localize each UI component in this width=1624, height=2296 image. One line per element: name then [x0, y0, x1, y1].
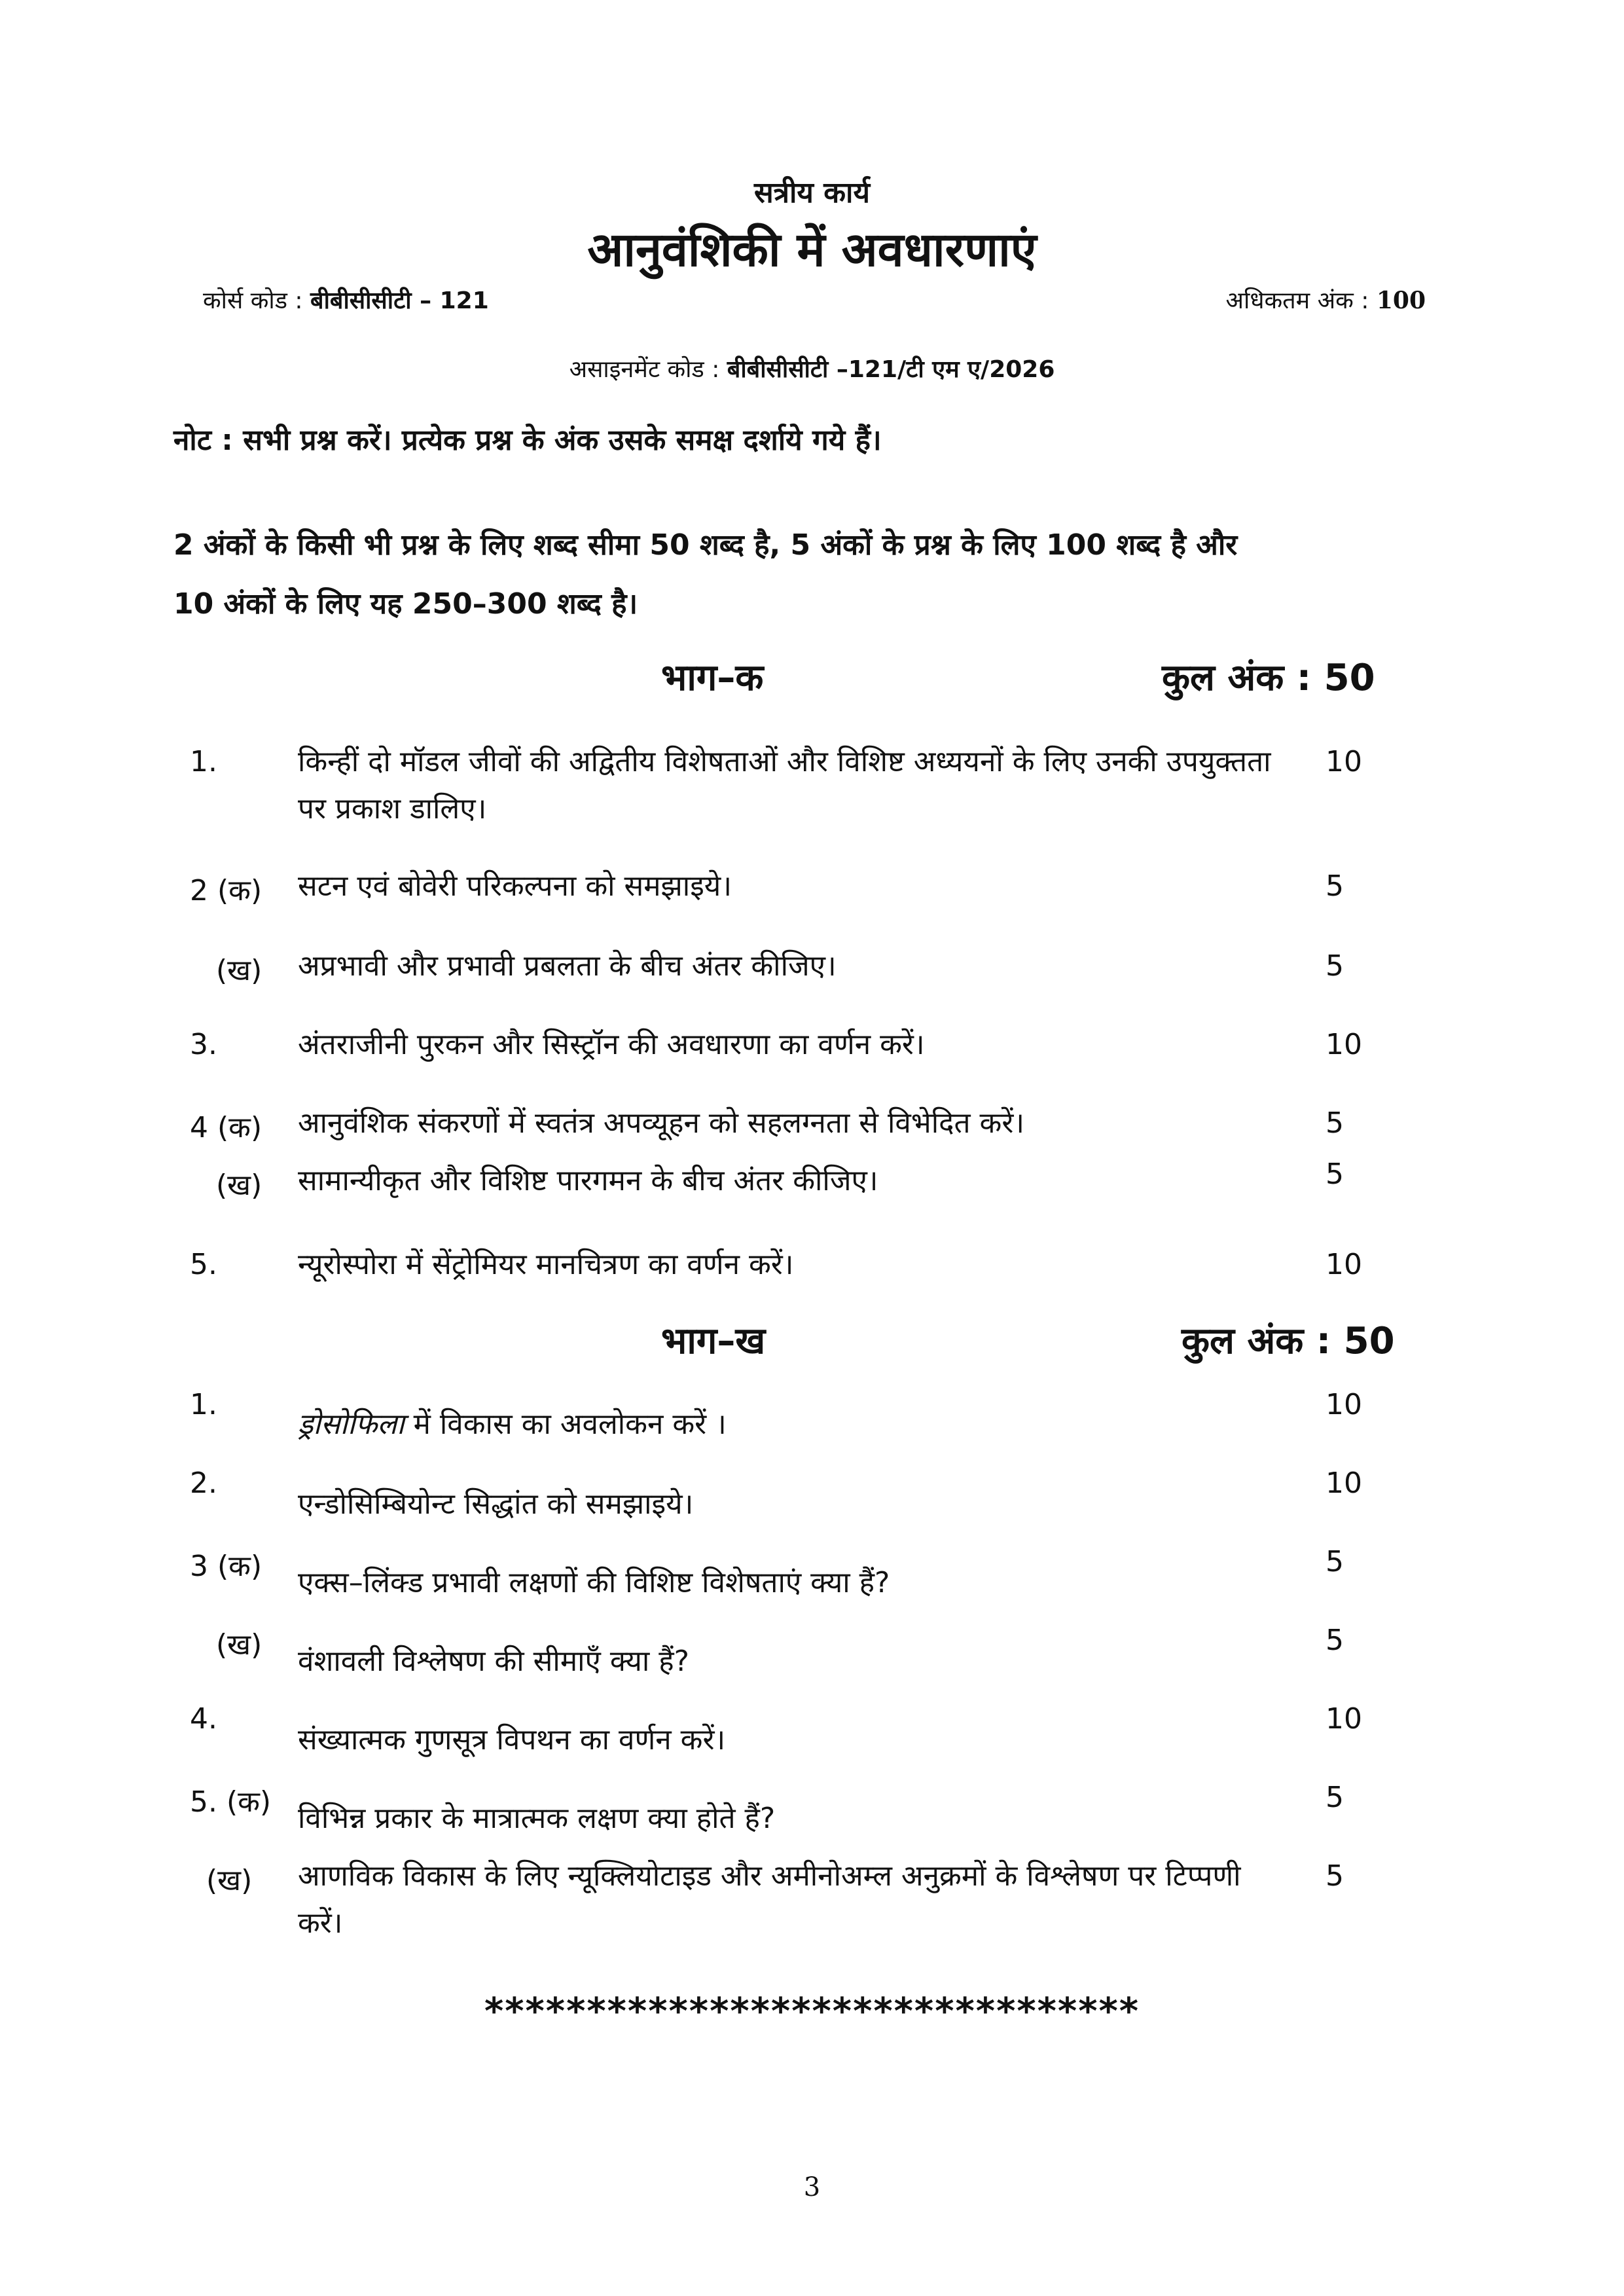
question-marks: 5 — [1326, 949, 1344, 983]
question-num: 5. — [190, 1248, 217, 1281]
italic-term: ड्रोसोफिला — [298, 1408, 405, 1441]
max-marks-line — [1226, 283, 1426, 316]
question-text: किन्हीं दो मॉडल जीवों की अद्वितीय विशेषताओं और विशिष्ट अध्ययनों के लिए उनकी उपयुक्तता पर प्रकाश डालिए। — [298, 745, 1271, 826]
question-num: (ख) — [216, 1628, 262, 1662]
question-text — [298, 1401, 1280, 1448]
assignment-code-label: असाइनमेंट कोड : — [569, 356, 720, 383]
max-marks-value: 100 — [1376, 287, 1426, 314]
question-num: 2 (क) — [190, 874, 262, 907]
question-marks: 10 — [1326, 745, 1362, 778]
question-text: अप्रभावी और प्रभावी प्रबलता के बीच अंतर कीजिए। — [298, 949, 837, 983]
assignment-heading: सत्रीय कार्य — [754, 176, 870, 210]
note: नोट : सभी प्रश्न करें। प्रत्येक प्रश्न के अंक उसके समक्ष दर्शाये गये हैं। — [173, 424, 882, 457]
question-text: संख्यात्मक गुणसूत्र विपथन का वर्णन करें। — [298, 1723, 726, 1757]
page-number: 3 — [803, 2172, 821, 2202]
question-marks: 10 — [1326, 1702, 1362, 1736]
section-a-title: भाग–क — [661, 657, 764, 699]
question-text: अंतराजीनी पुरकन और सिस्ट्रॉन की अवधारणा का वर्णन करें। — [298, 1028, 925, 1061]
question-marks: 5 — [1326, 1781, 1344, 1814]
question-text: एक्स–लिंक्ड प्रभावी लक्षणों की विशिष्ट विशेषताएं क्या हैं? — [298, 1566, 890, 1599]
instruction-line-1: 2 अंकों के किसी भी प्रश्न के लिए शब्द सीमा 50 शब्द है, 5 अंकों के प्रश्न के लिए 100 शब्द है और — [173, 528, 1238, 562]
question-marks: 10 — [1326, 1248, 1362, 1281]
section-b-title: भाग–ख — [661, 1320, 766, 1362]
assignment-code-line — [0, 352, 1624, 384]
question-marks: 5 — [1326, 1624, 1344, 1657]
section-b-total: कुल अंक : 50 — [1182, 1320, 1395, 1362]
question-marks: 5 — [1326, 1545, 1344, 1578]
section-a-total: कुल अंक : 50 — [1162, 657, 1375, 699]
end-separator: ******************************** — [484, 1990, 1140, 2033]
question-num: 1. — [190, 1388, 217, 1421]
question-text: वंशावली विश्लेषण की सीमाएँ क्या हैं? — [298, 1645, 690, 1678]
course-code-value: बीबीसीसीटी – 121 — [310, 287, 489, 314]
question-num: 3. — [190, 1028, 217, 1061]
question-marks: 10 — [1326, 1467, 1362, 1500]
question-num: (ख) — [216, 1169, 262, 1202]
question-num: (ख) — [206, 1864, 253, 1897]
question-text: एन्डोसिम्बियोन्ट सिद्धांत को समझाइये। — [298, 1487, 694, 1521]
question-marks: 5 — [1326, 1106, 1344, 1140]
question-num: 5. (क) — [190, 1785, 272, 1819]
document-title: आनुवंशिकी में अवधारणाएं — [587, 222, 1037, 277]
question-text-rest: में विकास का अवलोकन करें । — [404, 1408, 727, 1441]
question-num: (ख) — [216, 954, 262, 987]
question-text: विभिन्न प्रकार के मात्रात्मक लक्षण क्या होते हैं? — [298, 1802, 776, 1835]
question-text: आणविक विकास के लिए न्यूक्लियोटाइड और अमीनोअम्ल अनुक्रमों के विश्लेषण पर टिप्पणी करें। — [298, 1859, 1241, 1940]
question-num: 4 (क) — [190, 1111, 262, 1144]
instruction-line-2: 10 अंकों के लिए यह 250–300 शब्द है। — [173, 587, 638, 621]
question-text: न्यूरोस्पोरा में सेंट्रोमियर मानचित्रण का वर्णन करें। — [298, 1248, 794, 1281]
question-num: 4. — [190, 1702, 217, 1736]
question-marks: 5 — [1326, 869, 1344, 903]
question-marks: 5 — [1326, 1859, 1344, 1893]
question-marks: 10 — [1326, 1028, 1362, 1061]
assignment-code-value: बीबीसीसीटी –121/टी एम ए/2026 — [727, 356, 1055, 383]
question-text: सामान्यीकृत और विशिष्ट पारगमन के बीच अंतर कीजिए। — [298, 1164, 878, 1197]
question-marks: 5 — [1326, 1157, 1344, 1191]
question-text: आनुवंशिक संकरणों में स्वतंत्र अपव्यूहन को सहलग्नता से विभेदित करें। — [298, 1106, 1025, 1140]
course-code-line — [203, 283, 489, 316]
max-marks-label: अधिकतम अंक : — [1225, 287, 1369, 314]
question-num: 1. — [190, 745, 217, 778]
question-marks: 10 — [1326, 1388, 1362, 1421]
question-num: 3 (क) — [190, 1550, 262, 1583]
question-text: सटन एवं बोवेरी परिकल्पना को समझाइये। — [298, 869, 732, 903]
course-code-label: कोर्स कोड : — [203, 287, 303, 314]
question-num: 2. — [190, 1467, 217, 1500]
